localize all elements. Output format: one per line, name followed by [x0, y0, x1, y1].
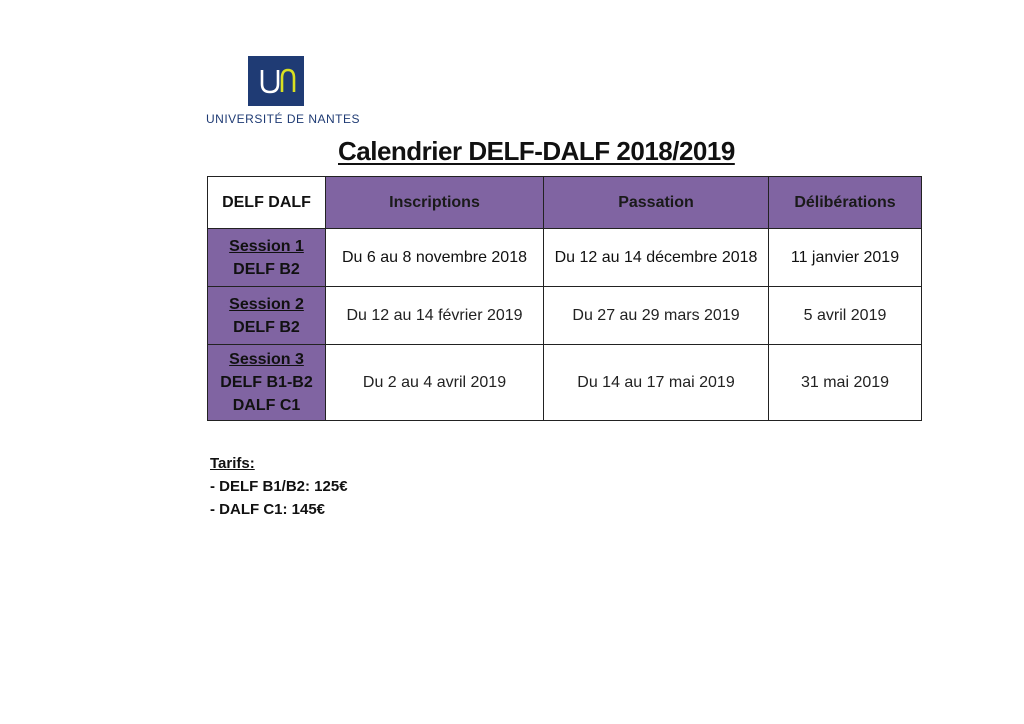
- column-header-passation: Passation: [544, 177, 769, 229]
- page-title: Calendrier DELF-DALF 2018/2019: [338, 136, 735, 166]
- column-header-inscriptions: Inscriptions: [326, 177, 544, 229]
- inscriptions-cell: Du 12 au 14 février 2019: [326, 287, 544, 345]
- session-cell: [208, 229, 326, 287]
- deliberations-cell: 31 mai 2019: [769, 345, 922, 421]
- table-row: [208, 345, 922, 421]
- session-level: DELF B2: [233, 318, 300, 336]
- un-logo-icon: [248, 56, 304, 106]
- university-name: UNIVERSITÉ DE NANTES: [206, 112, 361, 126]
- session-cell: [208, 345, 326, 421]
- calendar-table: [207, 176, 922, 421]
- table-row: [208, 287, 922, 345]
- passation-cell: Du 12 au 14 décembre 2018: [544, 229, 769, 287]
- tarifs-title: Tarifs:: [210, 455, 255, 472]
- deliberations-cell: 5 avril 2019: [769, 287, 922, 345]
- session-level: DELF B2: [233, 260, 300, 278]
- deliberations-cell: 11 janvier 2019: [769, 229, 922, 287]
- session-name: Session 1: [229, 237, 304, 255]
- passation-cell: Du 27 au 29 mars 2019: [544, 287, 769, 345]
- corner-label: DELF DALF: [208, 177, 326, 229]
- session-level: DALF C1: [232, 397, 301, 414]
- table-header-row: [208, 177, 922, 229]
- inscriptions-cell: Du 6 au 8 novembre 2018: [326, 229, 544, 287]
- column-header-deliberations: Délibérations: [769, 177, 922, 229]
- session-name: Session 2: [229, 295, 304, 313]
- university-logo: [248, 56, 304, 106]
- session-level: DELF B1-B2: [220, 374, 313, 391]
- passation-cell: Du 14 au 17 mai 2019: [544, 345, 769, 421]
- tarifs-section: [210, 452, 348, 521]
- inscriptions-cell: Du 2 au 4 avril 2019: [326, 345, 544, 421]
- session-cell: [208, 287, 326, 345]
- table-row: [208, 229, 922, 287]
- tarif-line: - DALF C1: 145€: [210, 501, 326, 518]
- session-name: Session 3: [229, 351, 304, 368]
- tarif-line: - DELF B1/B2: 125€: [210, 478, 348, 495]
